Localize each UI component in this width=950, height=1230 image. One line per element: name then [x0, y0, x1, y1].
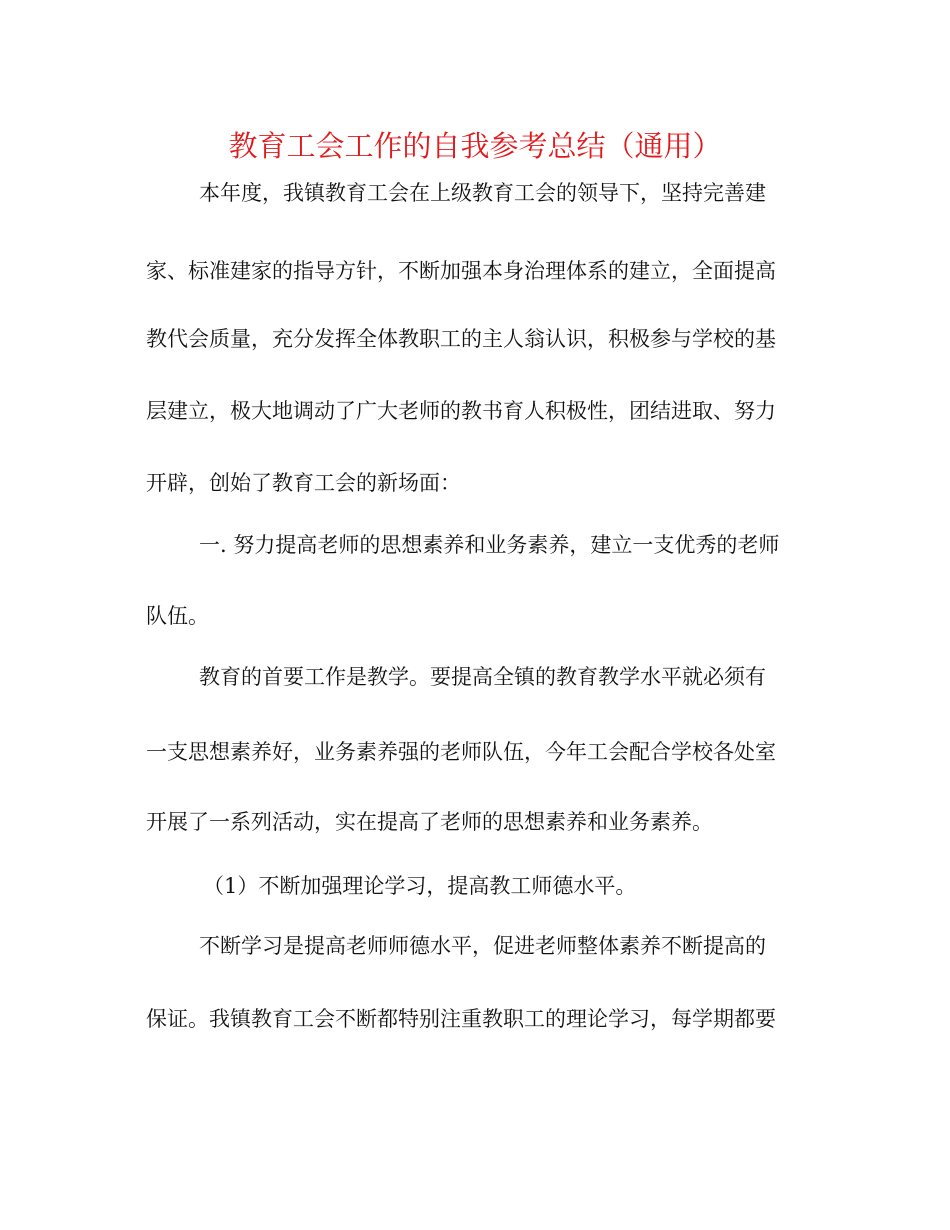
paragraph-line: 一支思想素养好，业务素养强的老师队伍，今年工会配合学校各处室	[146, 740, 776, 764]
section-heading-line: 队伍。	[146, 604, 209, 628]
paragraph-line: 保证。我镇教育工会不断都特别注重教职工的理论学习，每学期都要	[146, 1007, 776, 1031]
document-title: 教育工会工作的自我参考总结（通用）	[228, 129, 722, 163]
paragraph-line: 家、标准建家的指导方针，不断加强本身治理体系的建立，全面提高	[146, 259, 776, 283]
paragraph-line: 教代会质量，充分发挥全体教职工的主人翁认识，积极参与学校的基	[146, 327, 776, 351]
section-heading-line: 一. 努力提高老师的思想素养和业务素养，建立一支优秀的老师	[199, 533, 780, 557]
paragraph-line: 层建立，极大地调动了广大老师的教书育人积极性，团结进取、努力	[146, 399, 776, 423]
paragraph-line: 本年度，我镇教育工会在上级教育工会的领导下，坚持完善建	[199, 181, 766, 205]
paragraph-line: 开辟，创始了教育工会的新场面：	[146, 471, 461, 495]
paragraph-line: 开展了一系列活动，实在提高了老师的思想素养和业务素养。	[146, 810, 713, 834]
paragraph-line: 不断学习是提高老师师德水平，促进老师整体素养不断提高的	[199, 934, 766, 958]
subsection-heading-line: （1）不断加强理论学习，提高教工师德水平。	[203, 874, 637, 898]
paragraph-line: 教育的首要工作是教学。要提高全镇的教育教学水平就必须有	[199, 665, 766, 689]
